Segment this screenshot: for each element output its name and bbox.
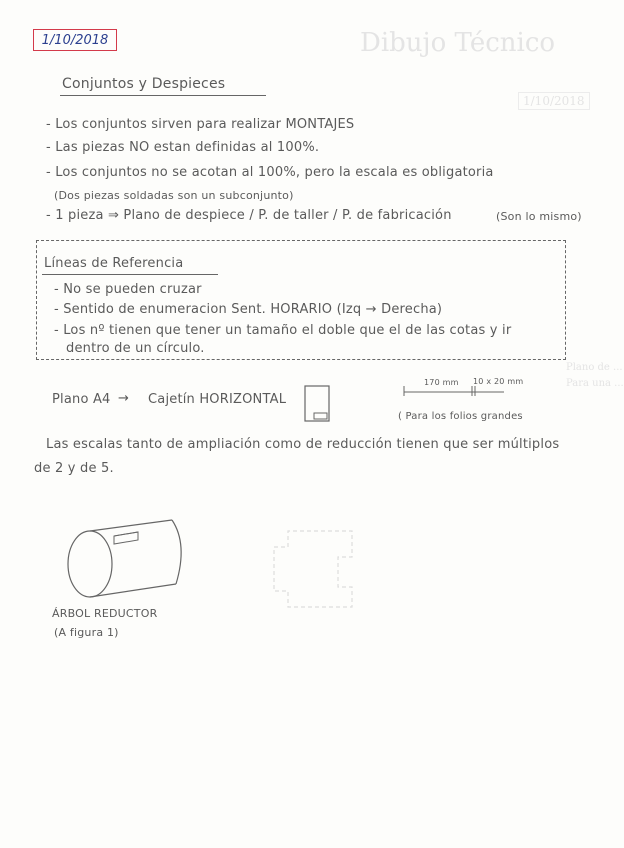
shaft-sketch — [64, 514, 194, 604]
reference-item-2: - Sentido de enumeracion Sent. HORARIO (Izq → Derecha) — [54, 302, 443, 317]
figure-sublabel: (A figura 1) — [54, 626, 119, 639]
reference-item-1: - No se pueden cruzar — [54, 282, 202, 297]
reference-item-4: dentro de un círculo. — [66, 341, 205, 356]
ghost-line-1: Plano de ... — [566, 362, 623, 373]
date-box — [33, 29, 117, 51]
ghost-line-2: Para una ... — [566, 378, 624, 389]
bullet-3-note: (Dos piezas soldadas son un subconjunto) — [54, 189, 294, 202]
bullet-4-note: (Son lo mismo) — [496, 210, 582, 223]
figure-label: ÁRBOL REDUCTOR — [52, 607, 158, 620]
bullet-2: - Las piezas NO estan definidas al 100%. — [46, 140, 320, 155]
outline-sketch — [268, 527, 358, 612]
reference-title: Líneas de Referencia — [44, 256, 184, 271]
ghost-date: 1/10/2018 — [518, 92, 590, 110]
dim-note: ( Para los folios grandes — [398, 411, 523, 422]
reference-title-underline — [42, 274, 218, 275]
bullet-1: - Los conjuntos sirven para realizar MONTAJES — [46, 117, 355, 132]
bullet-4: - 1 pieza ⇒ Plano de despiece / P. de taller / P. de fabricación — [46, 208, 452, 223]
scales-line-2: de 2 y de 5. — [34, 461, 114, 476]
page-title: Conjuntos y Despieces — [62, 76, 226, 92]
title-underline — [60, 95, 266, 96]
dim-label-1: 170 mm — [424, 378, 459, 387]
date-text: 1/10/2018 — [41, 32, 109, 48]
bullet-3: - Los conjuntos no se acotan al 100%, pero la escala es obligatoria — [46, 165, 494, 180]
dim-label-2: 10 x 20 mm — [473, 377, 524, 386]
cajetin-label: Cajetín HORIZONTAL — [148, 392, 287, 407]
plano-label: Plano A4 — [52, 392, 111, 407]
scales-line-1: Las escalas tanto de ampliación como de reducción tienen que ser múltiplos — [46, 437, 560, 452]
sheet-sketch — [304, 385, 334, 425]
reference-item-3: - Los nº tienen que tener un tamaño el doble que el de las cotas y ir — [54, 323, 512, 338]
plano-arrow: → — [118, 391, 130, 406]
ghost-heading: Dibujo Técnico — [360, 28, 556, 58]
